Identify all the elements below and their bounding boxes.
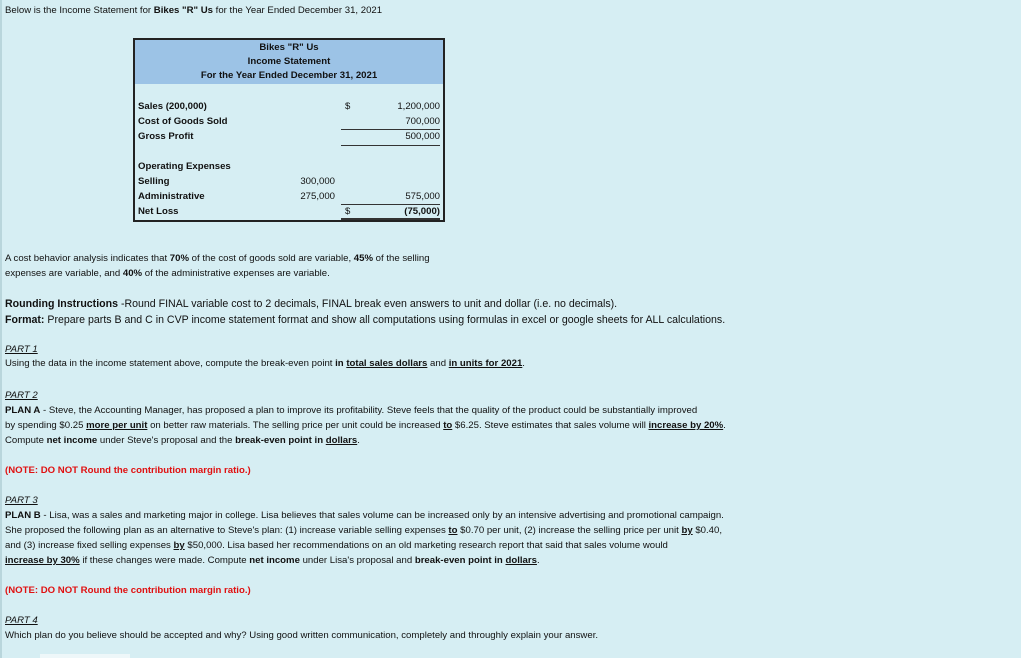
sheet-edge <box>0 0 2 658</box>
p2-text: under Steve's proposal and the <box>97 435 236 446</box>
cb-text: of the cost of goods sold are variable, <box>189 253 354 264</box>
format-instructions <box>5 314 725 326</box>
p1-units: in units for 2021 <box>448 358 523 369</box>
p1-text: . <box>522 358 525 369</box>
p2-to: to <box>443 420 453 431</box>
part1-heading: PART 1 <box>5 344 38 355</box>
plan-a-label: PLAN A <box>5 405 41 416</box>
admin-value: 275,000 <box>300 191 335 202</box>
p2-text: $6.25. Steve estimates that sales volume will <box>452 420 649 431</box>
p2-text: by spending $0.25 <box>5 420 87 431</box>
p3-text: $0.70 per unit, (2) increase the selling price per unit <box>457 525 682 536</box>
sheet-cell-strip <box>40 654 130 658</box>
intro-suffix: for the Year Ended December 31, 2021 <box>213 5 383 16</box>
statement-company: Bikes "R" Us <box>259 42 319 53</box>
p3-by: by <box>681 525 693 536</box>
part3-line-4 <box>5 555 540 566</box>
cogs-value: 700,000 <box>405 116 440 127</box>
part2-note: (NOTE: DO NOT Round the contribution margin ratio.) <box>5 465 251 476</box>
p1-total-sales-dollars: total sales dollars <box>346 358 428 369</box>
sales-value: 1,200,000 <box>397 101 440 112</box>
part2-line-3 <box>5 435 360 446</box>
cost-behavior-line-2 <box>5 268 330 279</box>
part4-heading: PART 4 <box>5 615 38 626</box>
admin-label: Administrative <box>138 191 205 202</box>
part1-text <box>5 358 525 369</box>
rounding-text: -Round FINAL variable cost to 2 decimals, FINAL break even answers to unit and dollar (i.e. no decimals). <box>118 298 618 310</box>
selling-label: Selling <box>138 176 170 187</box>
p3-text: - Lisa, was a sales and marketing major in college. Lisa believes that sales volume can be increased only by an intensive advertising and promotional campaign. <box>40 510 724 521</box>
selling-value: 300,000 <box>300 176 335 187</box>
p3-by: by <box>173 540 185 551</box>
p2-text: on better raw materials. The selling price per unit could be increased <box>147 420 444 431</box>
p2-text: - Steve, the Accounting Manager, has proposed a plan to improve its profitability. Steve feels that the quality of the product could be substantially improved <box>40 405 698 416</box>
p3-text: $50,000. Lisa based her recommendations on an old marketing research report that said that sales volume would <box>184 540 668 551</box>
format-text: Prepare parts B and C in CVP income statement format and show all computations using formulas in excel or google sheets for ALL calculations. <box>44 314 726 326</box>
p3-text: and (3) increase fixed selling expenses <box>5 540 174 551</box>
p2-increase-20: increase by 20% <box>648 420 724 431</box>
p3-text: She proposed the following plan as an alternative to Steve's plan: (1) increase variable selling expenses <box>5 525 449 536</box>
p3-increase-30: increase by 30% <box>5 555 80 566</box>
p3-text: . <box>536 555 540 566</box>
part2-line-1 <box>5 405 697 416</box>
opex-total: 575,000 <box>405 191 440 202</box>
net-loss-dollar: $ <box>345 206 351 217</box>
cogs-label: Cost of Goods Sold <box>138 116 228 127</box>
intro-prefix: Below is the Income Statement for <box>5 5 154 16</box>
p2-net-income: net income <box>46 435 98 446</box>
cb-pct-admin: 40% <box>122 268 143 279</box>
cb-text: of the selling <box>373 253 430 264</box>
format-label: Format: <box>5 314 45 326</box>
net-loss-label: Net Loss <box>138 206 179 217</box>
p3-text: if these changes were made. Compute <box>79 555 250 566</box>
p2-more-per-unit: more per unit <box>86 420 148 431</box>
p3-text: $0.40, <box>692 525 723 536</box>
p2-text: . <box>357 435 360 446</box>
cb-text: A cost behavior analysis indicates that <box>5 253 170 264</box>
sales-dollar: $ <box>345 101 351 112</box>
intro-company: Bikes "R" Us <box>153 5 214 16</box>
rounding-instructions <box>5 298 617 310</box>
part2-heading: PART 2 <box>5 390 38 401</box>
p2-text: Compute <box>5 435 47 446</box>
p2-dollars: dollars <box>325 435 358 446</box>
income-statement-table <box>133 38 445 222</box>
part3-note: (NOTE: DO NOT Round the contribution margin ratio.) <box>5 585 251 596</box>
part2-line-2 <box>5 420 726 431</box>
cogs-underline <box>341 129 440 130</box>
cb-text: of the administrative expenses are variable. <box>142 268 330 279</box>
statement-name: Income Statement <box>247 56 331 67</box>
statement-header <box>135 40 443 84</box>
net-loss-double-underline <box>341 218 440 220</box>
opex-label: Operating Expenses <box>138 161 231 172</box>
p3-to: to <box>448 525 458 536</box>
p1-text: Using the data in the income statement above, compute the break-even point <box>5 358 336 369</box>
cost-behavior-line-1 <box>5 253 430 264</box>
cb-text: expenses are variable, and <box>5 268 123 279</box>
p2-break-even: break-even point in <box>235 435 326 446</box>
part4-text: Which plan do you believe should be accepted and why? Using good written communication, completely and throughly explain your answer. <box>5 630 599 641</box>
p1-text: and <box>427 358 449 369</box>
p1-in: in <box>335 358 344 369</box>
part3-line-3 <box>5 540 668 551</box>
sales-label: Sales (200,000) <box>138 101 207 112</box>
p2-text: . <box>723 420 726 431</box>
gross-profit-label: Gross Profit <box>138 131 194 142</box>
part3-line-1 <box>5 510 724 521</box>
p3-break-even: break-even point in <box>414 555 506 566</box>
intro-line <box>5 5 382 16</box>
p3-net-income: net income <box>249 555 300 566</box>
p3-text: under Lisa's proposal and <box>299 555 415 566</box>
net-loss-value: (75,000) <box>404 206 440 217</box>
statement-period: For the Year Ended December 31, 2021 <box>200 70 378 81</box>
cb-pct-cogs: 70% <box>169 253 189 264</box>
p3-dollars: dollars <box>505 555 537 566</box>
cb-pct-selling: 45% <box>353 253 373 264</box>
plan-b-label: PLAN B <box>5 510 41 521</box>
part3-line-2 <box>5 525 722 536</box>
rounding-label: Rounding Instructions <box>5 298 118 310</box>
gross-profit-value: 500,000 <box>405 131 440 142</box>
opex-underline <box>341 204 440 205</box>
gross-underline <box>341 145 440 146</box>
part3-heading: PART 3 <box>5 495 38 506</box>
